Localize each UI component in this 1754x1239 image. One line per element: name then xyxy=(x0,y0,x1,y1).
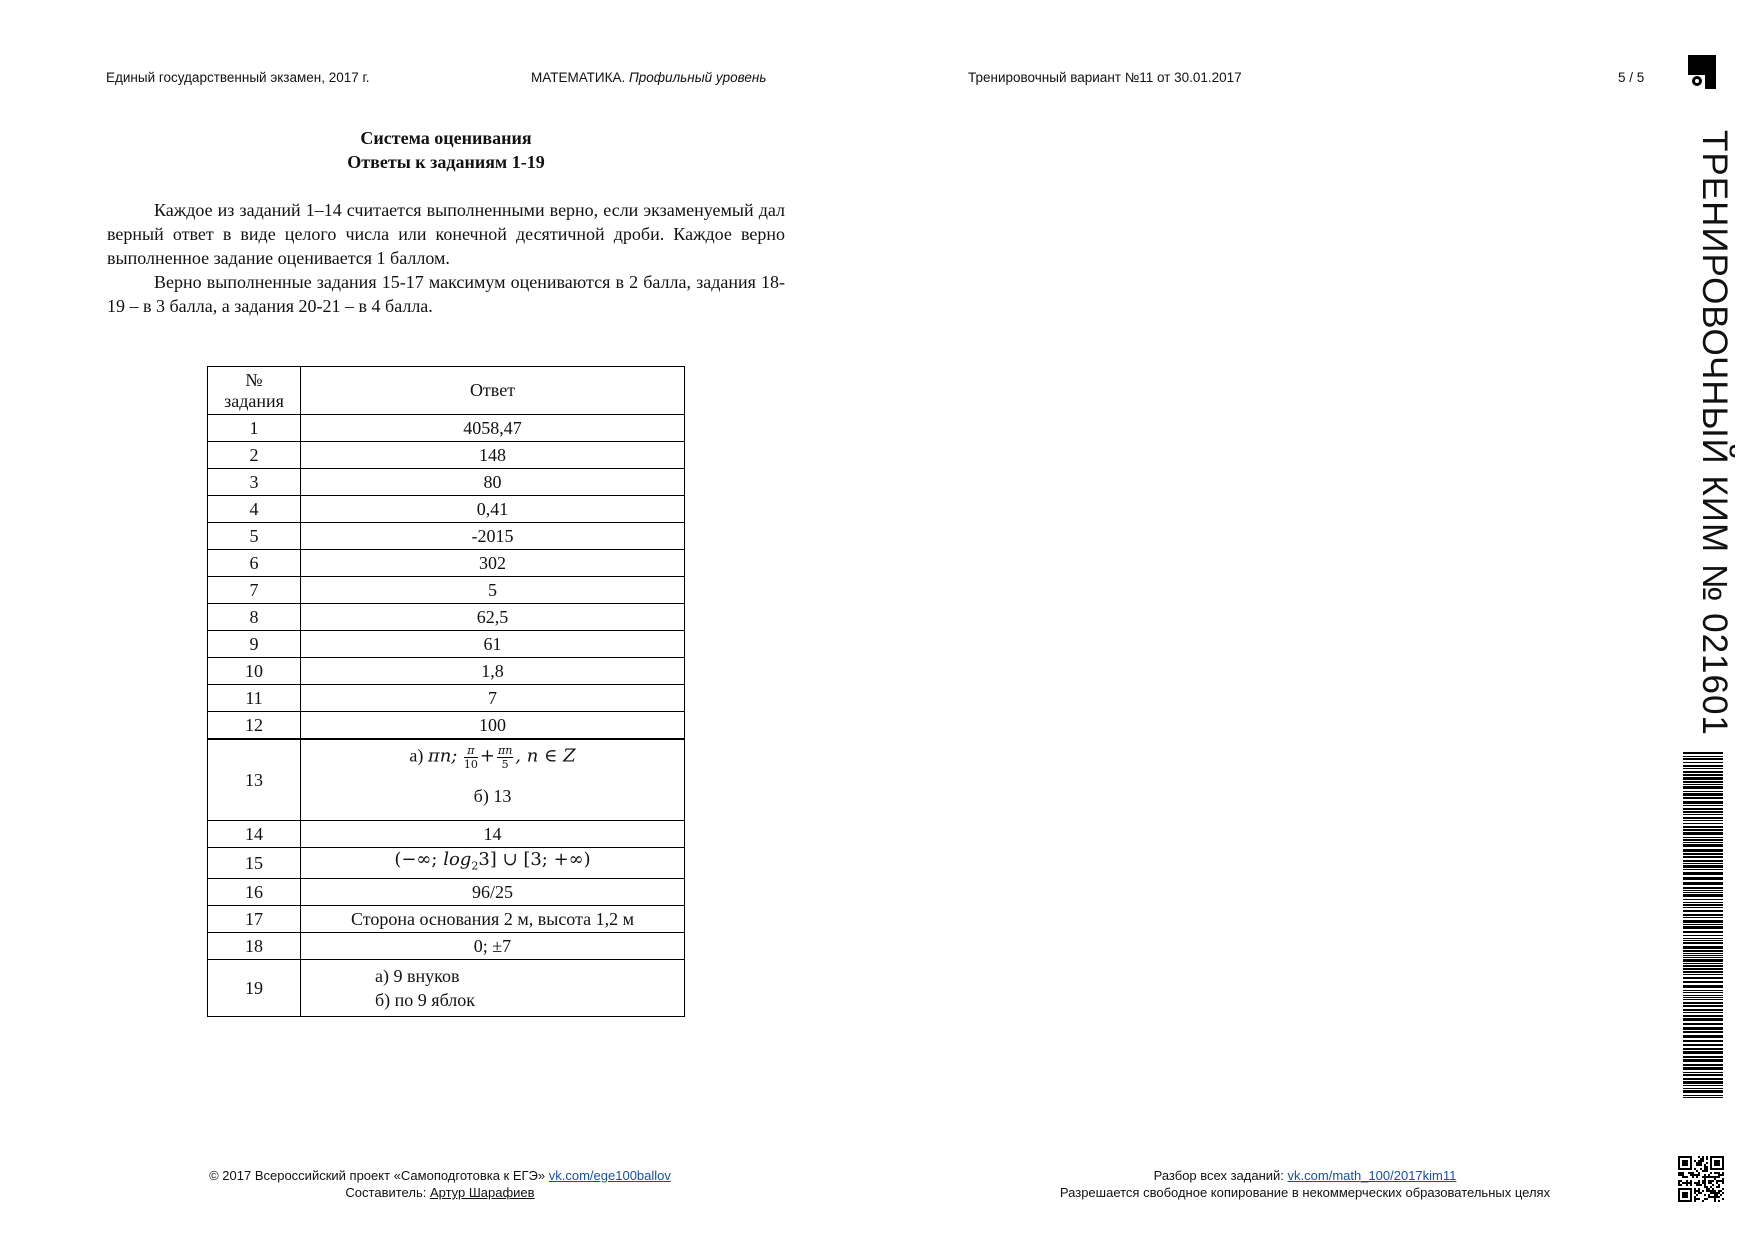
answer-13-part-b: б) 13 xyxy=(473,786,512,806)
task-answer xyxy=(301,959,685,1016)
table-row xyxy=(208,496,685,523)
footer-left xyxy=(140,1167,740,1201)
table-row xyxy=(208,631,685,658)
task-number: 14 xyxy=(208,821,301,848)
page-number: 5 / 5 xyxy=(1618,70,1645,85)
corner-marker-icon xyxy=(1688,55,1716,89)
header-subject-level: Профильный уровень xyxy=(628,70,767,85)
task-answer: 302 xyxy=(301,550,685,577)
answers-table xyxy=(207,366,685,1017)
table-header-row xyxy=(208,367,685,415)
footer-project-link[interactable]: vk.com/ege100ballov xyxy=(548,1168,671,1183)
table-row xyxy=(208,739,685,821)
table-row xyxy=(208,848,685,879)
table-row xyxy=(208,712,685,740)
footer-author-label: Составитель: xyxy=(345,1185,427,1200)
footer-copyright: © 2017 Всероссийский проект «Самоподготовка к ЕГЭ» xyxy=(209,1168,546,1183)
table-row xyxy=(208,959,685,1016)
footer-right xyxy=(1000,1167,1610,1201)
task-number: 8 xyxy=(208,604,301,631)
answer-15-start: (−∞; xyxy=(394,849,444,870)
task-answer xyxy=(301,739,685,821)
barcode-icon xyxy=(1683,752,1723,1100)
answer-15-log: log xyxy=(443,849,472,870)
table-row xyxy=(208,469,685,496)
task-number: 15 xyxy=(208,848,301,879)
fraction-1-numerator: π xyxy=(464,744,478,758)
intro-text xyxy=(107,198,785,318)
task-number: 13 xyxy=(208,739,301,821)
fraction-2-denominator: 5 xyxy=(501,758,509,771)
column-header-number-sign: № xyxy=(245,369,263,390)
task-number: 1 xyxy=(208,415,301,442)
fraction-1 xyxy=(464,744,478,771)
table-row xyxy=(208,604,685,631)
task-number: 2 xyxy=(208,442,301,469)
table-row xyxy=(208,658,685,685)
task-number: 5 xyxy=(208,523,301,550)
task-answer: Сторона основания 2 м, высота 1,2 м xyxy=(301,905,685,932)
section-title: Система оценивания xyxy=(360,128,532,148)
task-answer: 96/25 xyxy=(301,878,685,905)
table-row xyxy=(208,821,685,848)
plus-sign: + xyxy=(479,745,495,767)
column-header-number-label: задания xyxy=(224,390,284,411)
header-subject xyxy=(531,70,766,85)
task-answer: -2015 xyxy=(301,523,685,550)
fraction-2 xyxy=(497,744,513,771)
answer-13-a-term: πn; xyxy=(427,745,458,767)
table-row xyxy=(208,442,685,469)
task-answer: 80 xyxy=(301,469,685,496)
task-answer: 0; ±7 xyxy=(301,932,685,959)
column-header-answer: Ответ xyxy=(301,367,685,415)
header-subject-name: МАТЕМАТИКА. xyxy=(531,70,626,85)
task-number: 11 xyxy=(208,685,301,712)
table-row xyxy=(208,415,685,442)
task-number: 7 xyxy=(208,577,301,604)
task-answer: 148 xyxy=(301,442,685,469)
answer-15-end: 3] ∪ [3; +∞) xyxy=(478,849,591,870)
task-number: 16 xyxy=(208,878,301,905)
fraction-2-numerator: πn xyxy=(497,744,513,757)
answer-15-log-base: 2 xyxy=(471,859,479,873)
table-row xyxy=(208,685,685,712)
task-number: 6 xyxy=(208,550,301,577)
header-variant: Тренировочный вариант №11 от 30.01.2017 xyxy=(968,70,1242,85)
task-answer: 62,5 xyxy=(301,604,685,631)
task-answer: 1,8 xyxy=(301,658,685,685)
header-exam-name: Единый государственный экзамен, 2017 г. xyxy=(106,70,370,85)
footer-author-link[interactable]: Артур Шарафиев xyxy=(429,1185,535,1200)
answer-13-part-a xyxy=(301,744,684,771)
footer-solutions-link[interactable]: vk.com/math_100/2017kim11 xyxy=(1287,1168,1457,1183)
task-answer: 5 xyxy=(301,577,685,604)
task-number: 12 xyxy=(208,712,301,740)
table-row xyxy=(208,550,685,577)
task-number: 19 xyxy=(208,959,301,1016)
section-subtitle: Ответы к заданиям 1-19 xyxy=(347,152,545,172)
vertical-kim-title-text: ТРЕНИРОВОЧНЫЙ КИМ № 021601 xyxy=(1695,130,1734,736)
table-row xyxy=(208,905,685,932)
answer-19-part-b: б) по 9 яблок xyxy=(375,989,476,1010)
intro-paragraph-2: Верно выполненные задания 15-17 максимум оцениваются в 2 балла, задания 18-19 – в 3 балла, а задания 20-21 – в 4 балла. xyxy=(107,272,785,316)
intro-paragraph-1: Каждое из заданий 1–14 считается выполненными верно, если экзаменуемый дал верный ответ в виде целого числа или конечной десятичной дроби. Каждое верно выполненное задание оценивается 1 баллом. xyxy=(107,200,785,268)
footer-license: Разрешается свободное копирование в некоммерческих образовательных целях xyxy=(1059,1185,1551,1200)
vertical-kim-title xyxy=(1695,130,1734,770)
task-answer: 4058,47 xyxy=(301,415,685,442)
answer-13-a-tail: , n ∈ Z xyxy=(515,745,576,767)
footer-solutions-label: Разбор всех заданий: xyxy=(1153,1168,1284,1183)
task-number: 4 xyxy=(208,496,301,523)
task-answer: 0,41 xyxy=(301,496,685,523)
answer-19-part-a: а) 9 внуков xyxy=(375,965,460,986)
task-number: 18 xyxy=(208,932,301,959)
task-answer: 100 xyxy=(301,712,685,740)
task-answer: 14 xyxy=(301,821,685,848)
table-row xyxy=(208,932,685,959)
task-answer: 61 xyxy=(301,631,685,658)
column-header-number xyxy=(208,367,301,415)
task-number: 9 xyxy=(208,631,301,658)
table-row xyxy=(208,577,685,604)
task-answer xyxy=(301,848,685,879)
table-row xyxy=(208,523,685,550)
task-answer: 7 xyxy=(301,685,685,712)
simple-rows xyxy=(208,415,685,740)
task-number: 3 xyxy=(208,469,301,496)
fraction-1-denominator: 10 xyxy=(463,758,478,771)
qr-code-icon xyxy=(1678,1156,1724,1202)
task-number: 17 xyxy=(208,905,301,932)
table-row xyxy=(208,878,685,905)
answer-13-a-label: а) xyxy=(409,745,424,766)
task-number: 10 xyxy=(208,658,301,685)
